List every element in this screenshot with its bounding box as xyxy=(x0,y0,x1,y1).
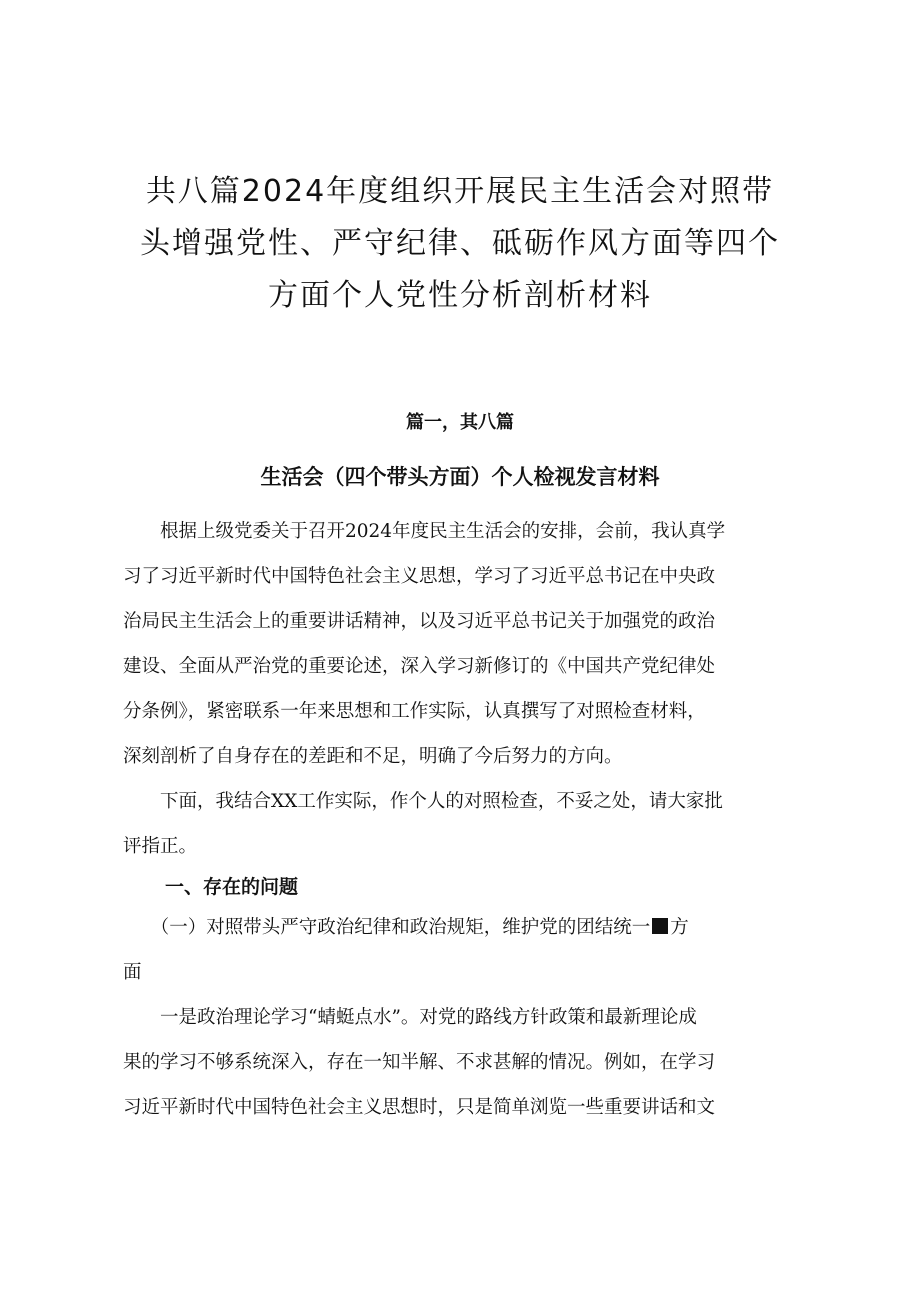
paragraph-intro xyxy=(123,509,807,779)
paragraph-transition xyxy=(123,779,807,869)
paragraph-line: 习近平新时代中国特色社会主义思想时，只是简单浏览一些重要讲话和文 xyxy=(123,1097,716,1118)
paragraph-line: 下面，我结合XX工作实际，作个人的对照检查，不妥之处，请大家批 xyxy=(123,791,723,812)
paragraph-line: 建设、全面从严治党的重要论述，深入学习新修订的《中国共产党纪律处 xyxy=(123,656,716,677)
document-title xyxy=(110,166,810,322)
paragraph-line: 一是政治理论学习“蜻蜓点水”。对党的路线方针政策和最新理论成 xyxy=(123,1007,697,1028)
paragraph-line: 果的学习不够系统深入，存在一知半解、不求甚解的情况。例如，在学习 xyxy=(123,1052,716,1073)
paragraph-line: 根据上级党委关于召开2024年度民主生活会的安排，会前，我认真学 xyxy=(123,521,726,542)
subsection-heading-text-end: 方 xyxy=(670,917,689,938)
paragraph-line xyxy=(123,905,807,950)
redaction-mark-icon xyxy=(652,918,668,934)
paragraph-line: 面 xyxy=(123,962,142,983)
section-label: 篇一，其八篇 xyxy=(406,412,514,433)
subsection-heading-1 xyxy=(123,905,807,995)
paragraph-line: 治局民主生活会上的重要讲话精神，以及习近平总书记关于加强党的政治 xyxy=(123,611,716,632)
title-line-1: 共八篇2024年度组织开展民主生活会对照带 xyxy=(145,174,775,209)
paragraph-line: 深刻剖析了自身存在的差距和不足，明确了今后努力的方向。 xyxy=(123,746,623,767)
title-line-2: 头增强党性、严守纪律、砥砺作风方面等四个 xyxy=(140,226,780,261)
subsection-heading-text: （一）对照带头严守政治纪律和政治规矩，维护党的团结统一 xyxy=(123,917,651,938)
heading-existing-problems: 一、存在的问题 xyxy=(165,876,299,898)
title-line-3: 方面个人党性分析剖析材料 xyxy=(268,278,652,313)
paragraph-line: 习了习近平新时代中国特色社会主义思想，学习了习近平总书记在中央政 xyxy=(123,566,716,587)
paragraph-point-one xyxy=(123,995,807,1130)
paragraph-line: 分条例》，紧密联系一年来思想和工作实际，认真撰写了对照检查材料， xyxy=(123,701,706,722)
speech-subheading: 生活会（四个带头方面）个人检视发言材料 xyxy=(260,465,660,489)
paragraph-line: 评指正。 xyxy=(123,836,198,857)
